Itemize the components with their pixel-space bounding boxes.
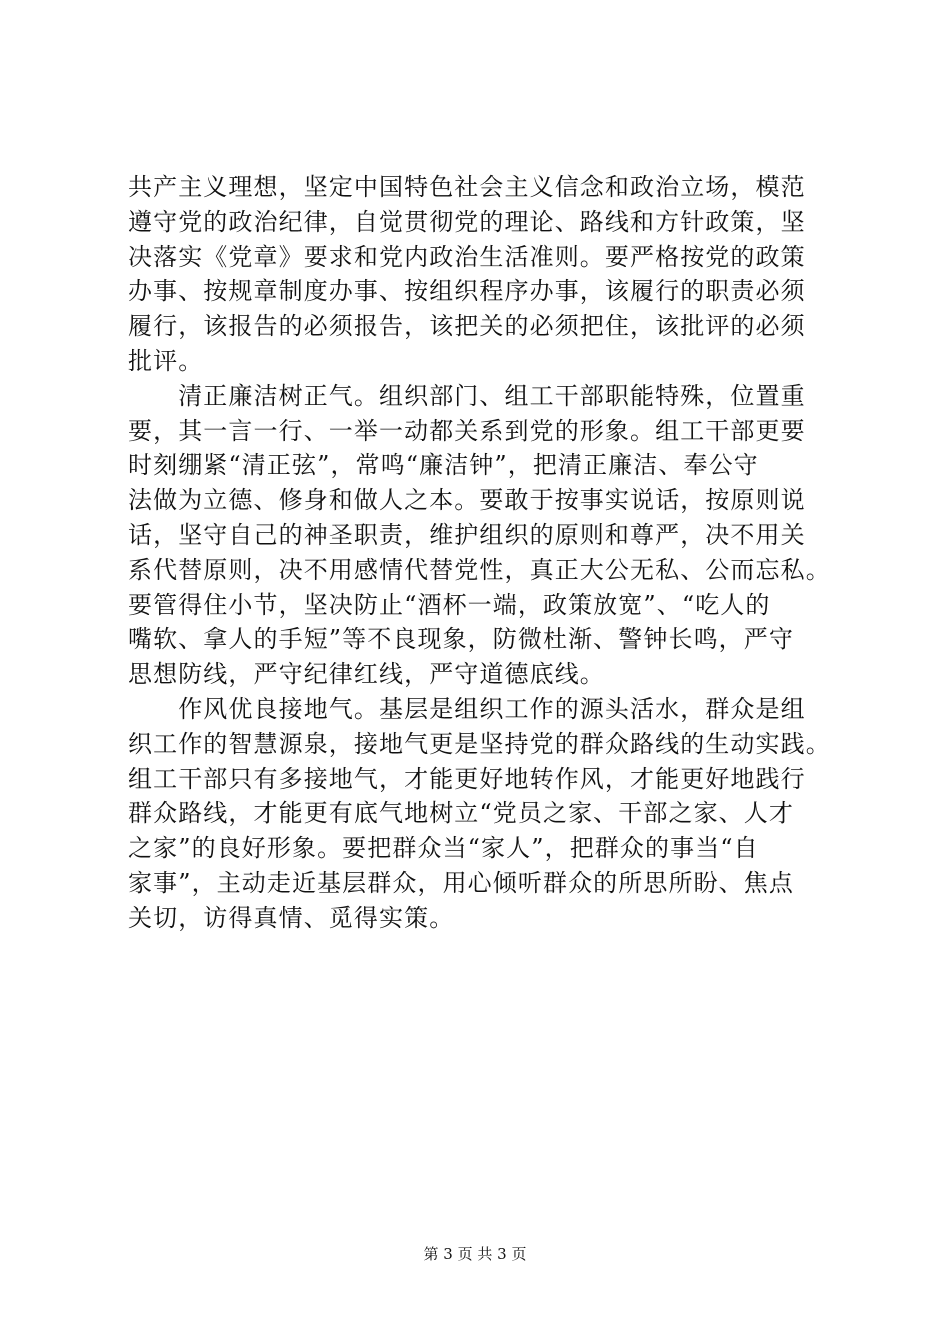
text-line: 时刻绷紧“清正弦”，常鸣“廉洁钟”，把清正廉洁、奉公守: [128, 451, 759, 480]
text-line: 关切，访得真情、觅得实策。: [128, 903, 455, 932]
text-line: 批评。: [128, 346, 204, 375]
text-line: 共产主义理想，坚定中国特色社会主义信念和政治立场，模范: [128, 173, 806, 201]
text-line: 法做为立德、修身和做人之本。要敢于按事实说话，按原则说: [128, 486, 806, 515]
text-line: 家事”，主动走近基层群众，用心倾听群众的所思所盼、焦点: [128, 868, 794, 897]
text-line: 办事、按规章制度办事、按组织程序办事，该履行的职责必须: [128, 277, 806, 306]
text-line: 思想防线，严守纪律红线，严守道德底线。: [128, 660, 605, 689]
text-line: 系代替原则，决不用感情代替党性，真正大公无私、公而忘私。: [128, 555, 831, 584]
text-line: 决落实《党章》要求和党内政治生活准则。要严格按党的政策: [128, 242, 806, 271]
document-body: [128, 170, 840, 936]
text-line: 要，其一言一行、一举一动都关系到党的形象。组工干部更要: [128, 416, 806, 445]
text-line: 要管得住小节，坚决防止“酒杯一端，政策放宽”、“吃人的: [128, 590, 771, 619]
page-number-footer: 第 3 页 共 3 页: [423, 1245, 527, 1263]
text-line: 群众路线，才能更有底气地树立“党员之家、干部之家、人才: [128, 799, 794, 828]
text-line: 织工作的智慧源泉，接地气更是坚持党的群众路线的生动实践。: [128, 729, 831, 758]
text-line: 嘴软、拿人的手短”等不良现象，防微杜渐、警钟长鸣，严守: [128, 625, 794, 654]
text-line: 履行，该报告的必须报告，该把关的必须把住，该批评的必须: [128, 312, 806, 341]
text-line: 之家”的良好形象。要把群众当“家人”，把群众的事当“自: [128, 834, 759, 863]
paragraph-start-line: 清正廉洁树正气。组织部门、组工干部职能特殊，位置重: [128, 381, 806, 410]
text-line: 话，坚守自己的神圣职责，维护组织的原则和尊严，决不用关: [128, 520, 806, 549]
paragraph-start-line: 作风优良接地气。基层是组织工作的源头活水，群众是组: [128, 694, 806, 723]
text-line: 组工干部只有多接地气，才能更好地转作风，才能更好地践行: [128, 764, 806, 793]
text-line: 遵守党的政治纪律，自觉贯彻党的理论、路线和方针政策，坚: [128, 207, 806, 236]
